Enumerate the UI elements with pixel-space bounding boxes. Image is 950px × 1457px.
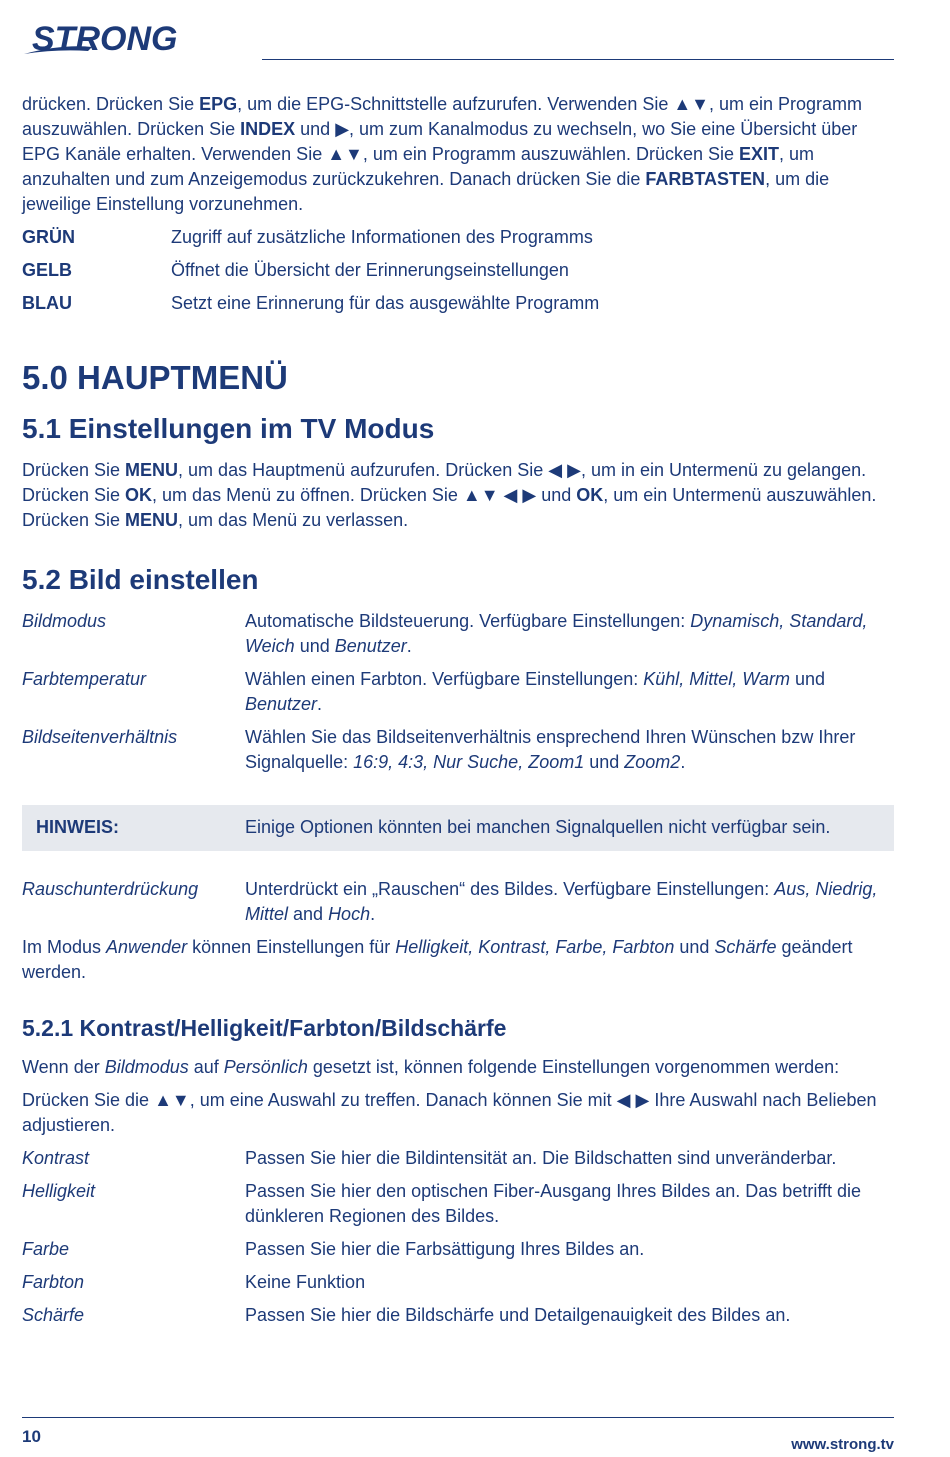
setting-text: Passen Sie hier die Farbsättigung Ihres Bildes an. — [245, 1239, 645, 1259]
setting-label: Bildseitenverhältnis — [22, 727, 178, 747]
setting-text: Unterdrückt ein „Rauschen“ des Bildes. Verfügbare Einstellungen: Aus, Niedrig, Mittel and Hoch. — [245, 879, 878, 924]
setting-row-bildmodus — [22, 609, 894, 659]
page-header — [22, 20, 894, 65]
setting-label: Rauschunterdrückung — [22, 879, 199, 899]
strong-logo — [22, 20, 232, 60]
setting-text: Automatische Bildsteuerung. Verfügbare Einstellungen: Dynamisch, Standard, Weich und Benutzer. — [245, 611, 868, 656]
section-title-kontrast: 5.2.1 Kontrast/Helligkeit/Farbton/Bildschärfe — [22, 1015, 507, 1041]
anwender-paragraph: Im Modus Anwender können Einstellungen für Helligkeit, Kontrast, Farbe, Farbton und Schärfe geändert werden. — [22, 937, 853, 982]
kontrast-paragraph-1: Wenn der Bildmodus auf Persönlich gesetzt ist, können folgende Einstellungen vorgenommen werden: — [22, 1057, 840, 1077]
intro-paragraph: drücken. Drücken Sie EPG, um die EPG-Schnittstelle aufzurufen. Verwenden Sie ▲▼, um ein Programm auszuwählen. Drücken Sie INDEX und ▶, um zum Kanalmodus zu wechseln, wo Sie eine Übersicht über EPG Kanäle erhalten. Verwenden Sie ▲▼, um ein Programm auszuwählen. Drücken Sie EXIT, um anzuhalten und zum Anzeigemodus zurückzukehren. Danach drücken Sie die FARBTASTEN, um die jeweilige Einstellung vorzunehmen. — [22, 94, 863, 214]
setting-label: Bildmodus — [22, 611, 107, 631]
note-text: Einige Optionen könnten bei manchen Signalquellen nicht verfügbar sein. — [245, 817, 831, 837]
section-title-tv-modus: 5.1 Einstellungen im TV Modus — [22, 413, 435, 444]
color-key-row — [22, 225, 894, 250]
svg-text:STRONG: STRONG — [32, 20, 178, 58]
arrow-keys-icon: ▲▼ ◀ ▶ — [462, 485, 537, 505]
color-key-text: Setzt eine Erinnerung für das ausgewählte Programm — [171, 293, 600, 313]
setting-label: Farbton — [22, 1272, 85, 1292]
section-title-bild-einstellen: 5.2 Bild einstellen — [22, 564, 259, 595]
setting-text: Wählen Sie das Bildseitenverhältnis ensprechend Ihren Wünschen bzw Ihrer Signalquelle: 16:9, 4:3, Nur Suche, Zoom1 und Zoom2. — [245, 727, 856, 772]
arrow-left-right-icon: ◀ ▶ — [616, 1090, 650, 1110]
adjust-row-helligkeit — [22, 1179, 894, 1229]
setting-row-farbtemperatur — [22, 667, 894, 717]
setting-label: Farbtemperatur — [22, 669, 147, 689]
arrow-up-down-icon: ▲▼ — [327, 144, 363, 164]
page-number: 10 — [22, 1427, 41, 1446]
color-key-label: GELB — [22, 260, 73, 280]
arrow-up-down-icon: ▲▼ — [154, 1090, 190, 1110]
color-key-text: Öffnet die Übersicht der Erinnerungseinstellungen — [171, 260, 569, 280]
setting-label: Schärfe — [22, 1305, 85, 1325]
tv-modus-paragraph: Drücken Sie MENU, um das Hauptmenü aufzurufen. Drücken Sie ◀ ▶, um in ein Untermenü zu gelangen. Drücken Sie OK, um das Menü zu öffnen. Drücken Sie ▲▼ ◀ ▶ und OK, um ein Untermenü auszuwählen. Drücken Sie MENU, um das Menü zu verlassen. — [22, 460, 877, 530]
setting-text: Wählen einen Farbton. Verfügbare Einstellungen: Kühl, Mittel, Warm und Benutzer. — [245, 669, 826, 714]
note-box — [22, 805, 894, 851]
setting-row-rauschunterdrueckung — [22, 877, 894, 927]
color-key-text: Zugriff auf zusätzliche Informationen des Programms — [171, 227, 593, 247]
footer-rule — [22, 1417, 894, 1418]
color-key-label: GRÜN — [22, 227, 75, 247]
arrow-up-down-icon: ▲▼ — [673, 94, 709, 114]
adjust-row-farbe — [22, 1237, 894, 1262]
page-content — [22, 92, 894, 1336]
setting-row-bildseitenverhaeltnis — [22, 725, 894, 775]
header-rule — [262, 59, 894, 60]
setting-label: Kontrast — [22, 1148, 90, 1168]
setting-text: Keine Funktion — [245, 1272, 366, 1292]
arrow-right-icon: ▶ — [335, 119, 350, 139]
setting-text: Passen Sie hier die Bildintensität an. Die Bildschatten sind unveränderbar. — [245, 1148, 837, 1168]
website-url: www.strong.tv — [791, 1436, 894, 1453]
color-key-row — [22, 291, 894, 316]
adjust-row-schaerfe — [22, 1303, 894, 1328]
color-key-label: BLAU — [22, 293, 72, 313]
adjust-row-farbton — [22, 1270, 894, 1295]
note-label: HINWEIS: — [36, 817, 119, 837]
setting-label: Helligkeit — [22, 1181, 96, 1201]
setting-text: Passen Sie hier die Bildschärfe und Detailgenauigkeit des Bildes an. — [245, 1305, 791, 1325]
section-title-hauptmenu: 5.0 HAUPTMENÜ — [22, 359, 288, 396]
color-key-row — [22, 258, 894, 283]
setting-label: Farbe — [22, 1239, 70, 1259]
arrow-left-right-icon: ◀ ▶ — [548, 460, 581, 480]
setting-text: Passen Sie hier den optischen Fiber-Ausgang Ihres Bildes an. Das betrifft die dünkleren Regionen des Bildes. — [245, 1181, 862, 1226]
adjust-row-kontrast — [22, 1146, 894, 1171]
kontrast-paragraph-2: Drücken Sie die ▲▼, um eine Auswahl zu treffen. Danach können Sie mit ◀ ▶ Ihre Auswahl nach Belieben adjustieren. — [22, 1090, 877, 1135]
